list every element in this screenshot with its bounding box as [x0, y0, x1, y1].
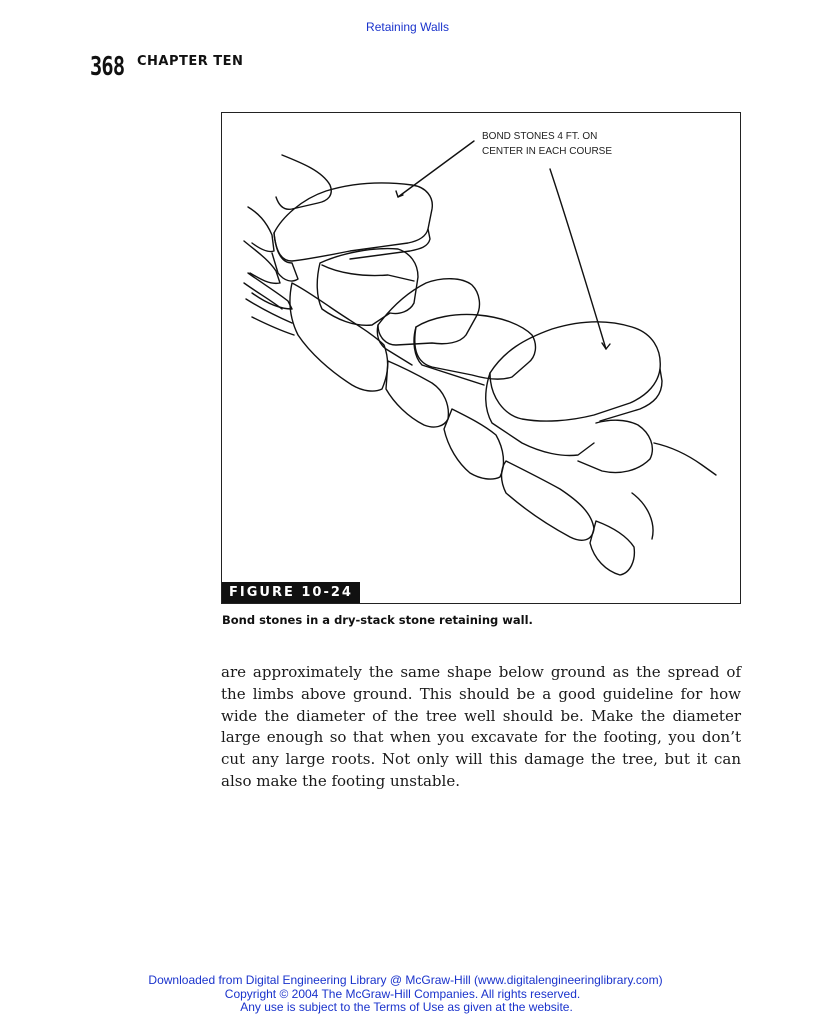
stone-lower-5: [590, 521, 634, 575]
callout-line-1: BOND STONES 4 FT. ON: [482, 131, 598, 142]
stone-left-edge-1: [248, 207, 274, 252]
stone-lower-right-3: [632, 493, 653, 539]
bond-stone-2-side: [600, 369, 662, 421]
hatch-line-1: [244, 283, 282, 309]
figure-label: FIGURE 10-24: [222, 582, 360, 603]
bond-stone-1-front: [272, 233, 298, 281]
bond-stone-2-top: [490, 322, 660, 421]
footer-terms: Any use is subject to the Terms of Use as given at the website.: [240, 1000, 573, 1014]
callout-arrowhead-2: [602, 343, 610, 349]
stone-course1-a: [317, 249, 418, 326]
body-paragraph: are approximately the same shape below ground as the spread of the limbs above ground. This should be a good guideline for how wide the diameter of the tree well should be. Make the diameter large enough so that when you excavate for the footing, you don’t cut any large roots. Not only will this damage the tree, but it can also make the footing unstable.: [221, 663, 741, 790]
stone-course1-c: [415, 315, 536, 380]
bond-stone-2-front: [486, 373, 594, 456]
callout-leader-1: [398, 141, 474, 197]
stone-lower-right-2: [654, 443, 716, 475]
bond-stone-1-side: [350, 229, 430, 259]
callout-line-2: CENTER IN EACH COURSE: [482, 146, 613, 157]
stone-course1-c-front: [414, 327, 484, 385]
stone-wall-illustration: [222, 113, 740, 603]
stone-lower-1: [290, 283, 388, 391]
stone-lower-3: [444, 409, 503, 479]
hatch-line-3: [252, 317, 294, 335]
page-number: 368: [90, 52, 125, 82]
callout-leader-2: [550, 169, 606, 349]
footer: [0, 974, 815, 1015]
footer-copyright: Copyright © 2004 The McGraw-Hill Companies. All rights reserved.: [224, 986, 581, 1001]
stone-course1-a-top: [322, 265, 414, 281]
footer-download-link[interactable]: Downloaded from Digital Engineering Library @ McGraw-Hill (www.digitalengineeringlibrary.com): [148, 973, 663, 987]
bond-stone-1-top: [274, 183, 432, 261]
figure-caption: Bond stones in a dry-stack stone retaining wall.: [222, 613, 533, 627]
stone-course1-b: [378, 279, 479, 345]
stone-lower-4: [502, 461, 595, 540]
figure-frame: [221, 112, 741, 604]
running-title-link[interactable]: Retaining Walls: [366, 20, 449, 34]
figure-callout: [482, 129, 632, 159]
chapter-title: CHAPTER TEN: [137, 54, 244, 69]
